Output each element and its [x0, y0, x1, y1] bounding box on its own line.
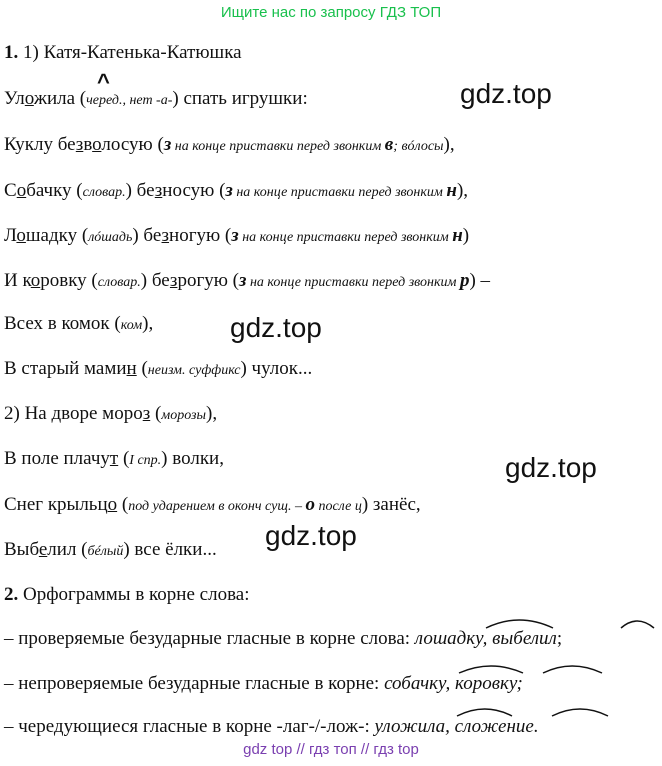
poem-line-11: Выбелил (бéлый) все ёлки... [4, 539, 217, 560]
search-hint-link[interactable]: Ищите нас по запросу ГДЗ ТОП [220, 4, 442, 21]
watermark: gdz.top [230, 312, 322, 343]
caret-mark: ^ [97, 69, 110, 94]
poem-line-3: Собачку (словар.) безносую (з на конце приставки перед звонким н), [4, 180, 469, 201]
footer-links[interactable]: gdz top // гдз топ // гдз top [243, 741, 419, 758]
poem-line-10: Снег крыльцо (под ударением в оконч сущ. – о после ц) занёс, [4, 494, 421, 515]
poem-line-1: Уложила (черед., нет -а-) спать игрушки: [4, 88, 308, 109]
task1-heading [4, 42, 242, 64]
task-number: 2. [4, 584, 19, 605]
poem-line-8: 2) На дворе мороз (морозы), [4, 403, 218, 424]
root-arc-loshadku [486, 620, 553, 628]
task-title: Орфограммы в корне слова: [18, 584, 250, 605]
root-arc-vybelil [621, 621, 654, 628]
task-number: 1. [4, 42, 19, 63]
task2-heading [4, 584, 250, 606]
root-arc-sobachku [459, 666, 523, 673]
poem-line-7: В старый мамин (неизм. суффикс) чулок... [4, 358, 313, 379]
watermark: gdz.top [460, 78, 552, 109]
root-arc-ulozhila [457, 709, 512, 716]
poem-line-4: Лошадку (лóшадь) безногую (з на конце приставки перед звонким н) [4, 225, 470, 246]
root-arc-korovku [543, 666, 602, 673]
poem-line-9: В поле плачут (I спр.) волки, [4, 448, 224, 469]
watermark: gdz.top [265, 520, 357, 551]
poem-line-5: И коровку (словар.) безрогую (з на конце приставки перед звонким р) – [4, 270, 491, 291]
spelling-item-3: – чередующиеся гласные в корне -лаг-/-лож-: уложила, сложение. [4, 716, 539, 737]
spelling-item-2: – непроверяемые безударные гласные в корне: собачку, коровку; [4, 673, 523, 694]
root-arc-slozhenie [552, 709, 608, 716]
poem-line-6: Всех в комок (ком), [4, 313, 154, 334]
spelling-item-1: – проверяемые безударные гласные в корне слова: лошадку, выбелил; [4, 628, 563, 649]
task-title: 1) Катя-Катенька-Катюшка [18, 42, 242, 63]
poem-line-2: Куклу безволосую (з на конце приставки перед звонким в; вóлосы), [4, 134, 455, 155]
watermark: gdz.top [505, 452, 597, 483]
